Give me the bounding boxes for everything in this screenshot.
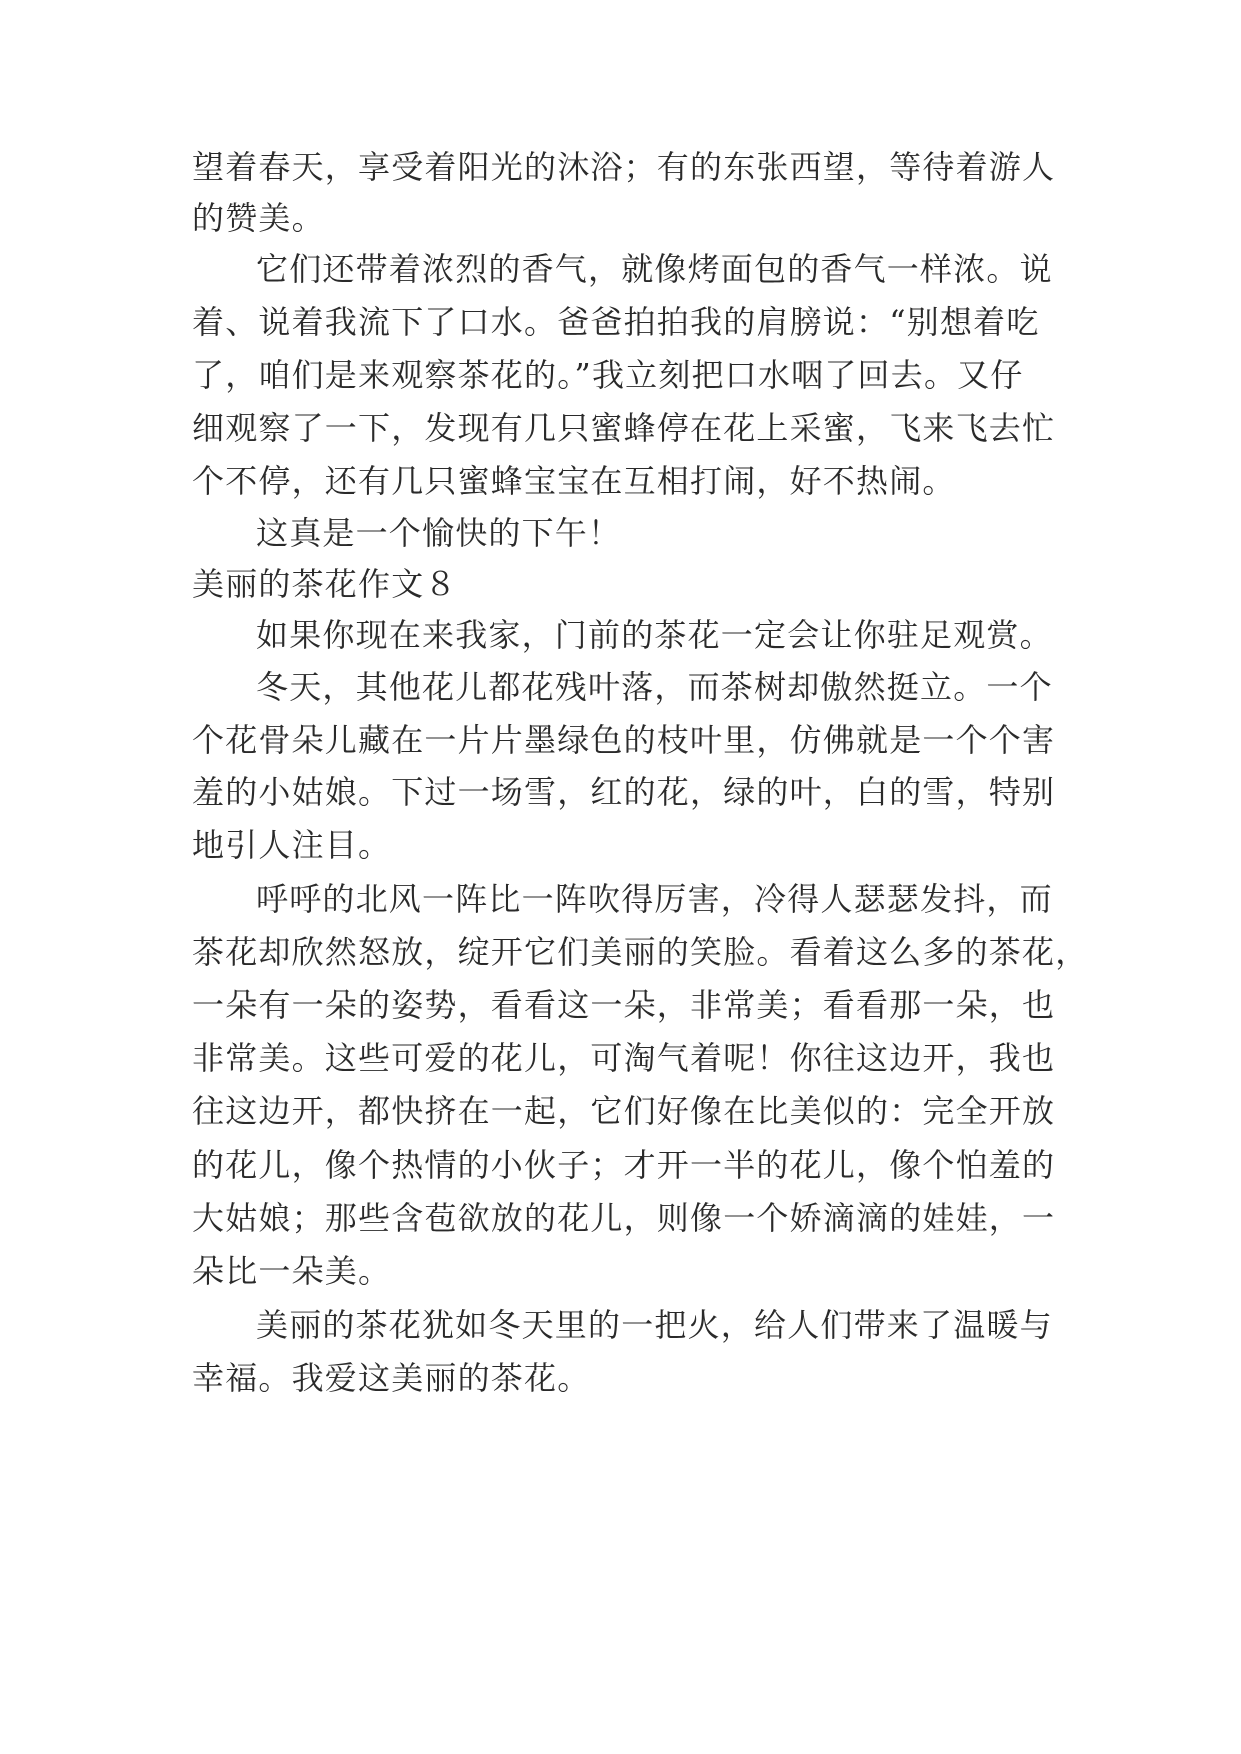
text-line: 如果你现在来我家，门前的茶花一定会让你驻足观赏。 [256, 616, 1053, 654]
text-line: 这真是一个愉快的下午！ [256, 514, 622, 552]
text-line: 非常美。这些可爱的花儿，可淘气着呢！你往这边开，我也 [192, 1039, 1056, 1077]
text-line: 朵比一朵美。 [192, 1252, 392, 1290]
text-line: 幸福。我爱这美丽的茶花。 [192, 1359, 591, 1397]
text-line: 的花儿，像个热情的小伙子；才开一半的花儿，像个怕羞的 [192, 1146, 1056, 1184]
text-line: 望着春天，享受着阳光的沐浴；有的东张西望，等待着游人 [192, 148, 1056, 186]
text-line: 茶花却欣然怒放，绽开它们美丽的笑脸。看着这么多的茶花， [192, 933, 1089, 971]
text-line: 美丽的茶花犹如冬天里的一把火，给人们带来了温暖与 [256, 1306, 1053, 1344]
text-line: 的赞美。 [192, 199, 325, 237]
text-line: 呼呼的北风一阵比一阵吹得厉害，冷得人瑟瑟发抖，而 [256, 880, 1053, 918]
text-line: 个不停，还有几只蜜蜂宝宝在互相打闹，好不热闹。 [192, 462, 956, 500]
text-line: 大姑娘；那些含苞欲放的花儿，则像一个娇滴滴的娃娃，一 [192, 1199, 1056, 1237]
text-line: 着、说着我流下了口水。爸爸拍拍我的肩膀说：“别想着吃 [192, 303, 1040, 341]
text-line: 冬天，其他花儿都花残叶落，而茶树却傲然挺立。一个 [256, 668, 1053, 706]
text-line: 羞的小姑娘。下过一场雪，红的花，绿的叶，白的雪，特别 [192, 773, 1056, 811]
text-line: 细观察了一下，发现有几只蜜蜂停在花上采蜜，飞来飞去忙 [192, 409, 1056, 447]
text-line: 它们还带着浓烈的香气，就像烤面包的香气一样浓。说 [256, 250, 1053, 288]
text-line: 往这边开，都快挤在一起，它们好像在比美似的：完全开放 [192, 1092, 1056, 1130]
text-line: 个花骨朵儿藏在一片片墨绿色的枝叶里，仿佛就是一个个害 [192, 721, 1056, 759]
text-line: 地引人注目。 [192, 826, 392, 864]
essay-title: 美丽的茶花作文８ [192, 565, 458, 603]
text-line: 了，咱们是来观察茶花的。”我立刻把口水咽了回去。又仔 [192, 356, 1024, 394]
text-line: 一朵有一朵的姿势，看看这一朵，非常美；看看那一朵，也 [192, 986, 1056, 1024]
